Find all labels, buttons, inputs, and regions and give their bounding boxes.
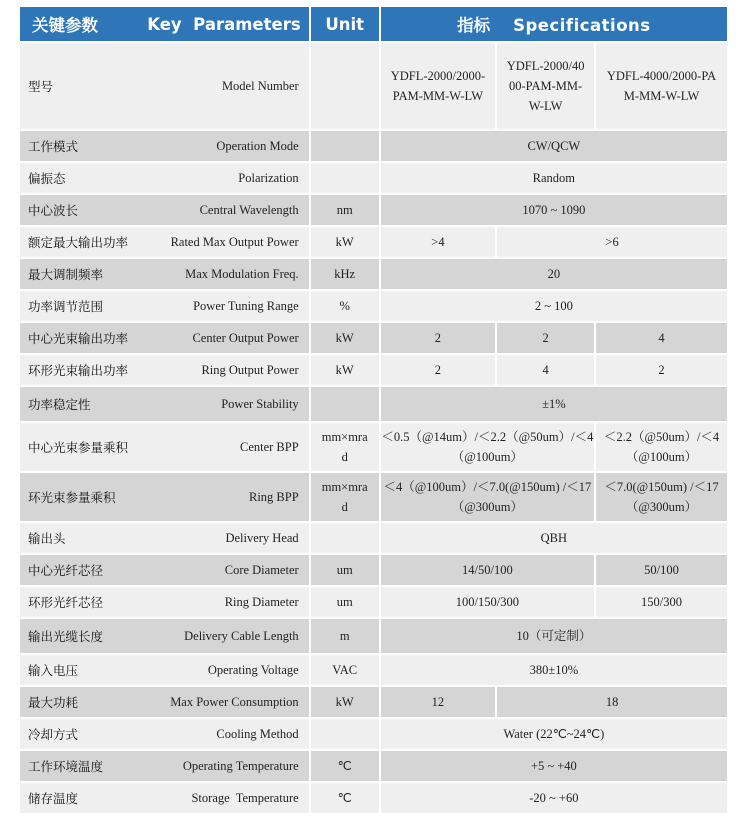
spec-value-cell: 380±10%: [381, 655, 727, 685]
param-name-en: Max Power Consumption: [170, 694, 299, 709]
spec-value-cell: 20: [381, 259, 727, 289]
param-name-en: Storage Temperature: [191, 790, 299, 805]
spec-value-cell: ±1%: [381, 387, 727, 421]
param-cell: [20, 259, 309, 289]
table-row: [20, 291, 727, 321]
param-cell: [20, 473, 309, 521]
unit-cell: kW: [311, 227, 379, 257]
header-spec-zh: 指标: [457, 16, 491, 35]
table-header-row: [20, 7, 727, 41]
spec-value-cell: >4: [381, 227, 495, 257]
unit-cell: mm×mrad: [311, 423, 379, 471]
param-name-zh: 额定最大输出功率: [28, 235, 129, 250]
spec-value-cell: QBH: [381, 523, 727, 553]
param-name-zh: 环形光纤芯径: [28, 595, 104, 610]
param-cell: [20, 423, 309, 471]
spec-value-cell: 14/50/100: [381, 555, 594, 585]
param-name-en: Model Number: [221, 78, 299, 93]
spec-value-cell: 12: [381, 687, 495, 717]
param-name-zh: 中心光束输出功率: [28, 331, 129, 346]
param-cell: [20, 719, 309, 749]
spec-value-cell: Water (22℃~24℃): [381, 719, 727, 749]
param-cell: [20, 291, 309, 321]
unit-cell: nm: [311, 195, 379, 225]
spec-value-cell: 2: [596, 355, 727, 385]
unit-cell: kW: [311, 355, 379, 385]
param-name-en: Max Modulation Freq.: [185, 266, 299, 281]
spec-value-cell: ＜4（@100um）/＜7.0(@150um) /＜17（@300um）: [381, 473, 594, 521]
table-row: [20, 587, 727, 617]
spec-value-cell: ＜2.2（@50um）/＜4（@100um）: [596, 423, 727, 471]
param-name-en: Rated Max Output Power: [170, 234, 299, 249]
param-name-zh: 功率调节范围: [28, 299, 104, 314]
param-cell: [20, 655, 309, 685]
param-name-en: Ring Diameter: [224, 594, 299, 609]
param-name-zh: 最大功耗: [28, 695, 79, 710]
unit-cell: mm×mrad: [311, 473, 379, 521]
table-row: [20, 259, 727, 289]
param-name-zh: 偏振态: [28, 171, 66, 186]
table-row: [20, 227, 727, 257]
param-cell: [20, 387, 309, 421]
unit-cell: VAC: [311, 655, 379, 685]
param-name-en: Operation Mode: [216, 138, 299, 153]
spec-value-cell: YDFL-4000/2000-PAM-MM-W-LW: [596, 43, 727, 129]
unit-cell: m: [311, 619, 379, 653]
param-name-zh: 工作模式: [28, 139, 79, 154]
table-row: [20, 387, 727, 421]
param-name-en: Center Output Power: [192, 330, 299, 345]
spec-value-cell: Random: [381, 163, 727, 193]
spec-value-cell: 1070 ~ 1090: [381, 195, 727, 225]
spec-value-cell: 50/100: [596, 555, 727, 585]
unit-cell: kW: [311, 323, 379, 353]
table-row: [20, 163, 727, 193]
param-name-en: Delivery Head: [225, 530, 299, 545]
table-row: [20, 355, 727, 385]
parameters-table: [18, 5, 729, 815]
spec-value-cell: 150/300: [596, 587, 727, 617]
param-name-en: Operating Voltage: [207, 662, 299, 677]
unit-cell: [311, 163, 379, 193]
param-cell: [20, 323, 309, 353]
table-row: [20, 555, 727, 585]
table-row: [20, 719, 727, 749]
table-body: [20, 43, 727, 813]
table-row: [20, 43, 727, 129]
param-cell: [20, 687, 309, 717]
param-cell: [20, 783, 309, 813]
unit-cell: [311, 131, 379, 161]
param-name-en: Ring Output Power: [201, 362, 299, 377]
param-name-zh: 中心光纤芯径: [28, 563, 104, 578]
spec-value-cell: 4: [596, 323, 727, 353]
param-cell: [20, 619, 309, 653]
param-name-en: Polarization: [238, 170, 299, 185]
param-name-en: Operating Temperature: [182, 758, 299, 773]
param-cell: [20, 131, 309, 161]
param-cell: [20, 523, 309, 553]
param-name-zh: 冷却方式: [28, 727, 79, 742]
param-name-zh: 环形光束输出功率: [28, 363, 129, 378]
param-cell: [20, 43, 309, 129]
header-unit: Unit: [311, 7, 379, 41]
param-name-en: Core Diameter: [224, 562, 299, 577]
param-cell: [20, 227, 309, 257]
unit-cell: ℃: [311, 783, 379, 813]
unit-cell: um: [311, 587, 379, 617]
param-name-en: Ring BPP: [248, 489, 299, 504]
table-row: [20, 783, 727, 813]
spec-value-cell: +5 ~ +40: [381, 751, 727, 781]
param-name-en: Center BPP: [239, 439, 299, 454]
unit-cell: %: [311, 291, 379, 321]
spec-value-cell: ＜7.0(@150um) /＜17（@300um）: [596, 473, 727, 521]
table-row: [20, 687, 727, 717]
header-specifications: [381, 7, 727, 41]
unit-cell: kHz: [311, 259, 379, 289]
param-cell: [20, 195, 309, 225]
param-name-en: Central Wavelength: [199, 202, 299, 217]
param-name-zh: 型号: [28, 79, 54, 94]
spec-value-cell: 2: [381, 355, 495, 385]
spec-value-cell: 4: [497, 355, 594, 385]
param-name-zh: 工作环境温度: [28, 759, 104, 774]
param-name-zh: 储存温度: [28, 791, 79, 806]
spec-value-cell: CW/QCW: [381, 131, 727, 161]
spec-value-cell: -20 ~ +60: [381, 783, 727, 813]
table-row: [20, 423, 727, 471]
param-name-en: Power Tuning Range: [193, 298, 299, 313]
param-name-zh: 环光束参量乘积: [28, 490, 116, 505]
spec-value-cell: >6: [497, 227, 727, 257]
param-name-zh: 输入电压: [28, 663, 79, 678]
header-spec-en: Specifications: [513, 16, 651, 35]
table-row: [20, 751, 727, 781]
spec-value-cell: 18: [497, 687, 727, 717]
param-name-zh: 中心波长: [28, 203, 79, 218]
param-cell: [20, 555, 309, 585]
param-cell: [20, 355, 309, 385]
spec-value-cell: YDFL-2000/2000-PAM-MM-W-LW: [381, 43, 495, 129]
table-row: [20, 323, 727, 353]
unit-cell: [311, 523, 379, 553]
table-row: [20, 523, 727, 553]
unit-cell: ℃: [311, 751, 379, 781]
unit-cell: kW: [311, 687, 379, 717]
param-name-zh: 功率稳定性: [28, 397, 91, 412]
unit-cell: um: [311, 555, 379, 585]
param-cell: [20, 587, 309, 617]
spec-value-cell: 100/150/300: [381, 587, 594, 617]
spec-value-cell: 2: [381, 323, 495, 353]
header-params: [20, 7, 309, 41]
param-name-zh: 输出光缆长度: [28, 629, 104, 644]
unit-cell: [311, 719, 379, 749]
param-name-zh: 输出头: [28, 531, 66, 546]
header-params-zh: 关键参数: [32, 16, 98, 35]
param-cell: [20, 751, 309, 781]
table-row: [20, 195, 727, 225]
param-name-en: Cooling Method: [216, 726, 299, 741]
table-row: [20, 131, 727, 161]
param-name-zh: 中心光束参量乘积: [28, 440, 129, 455]
param-cell: [20, 163, 309, 193]
table-row: [20, 619, 727, 653]
header-params-en: Key Parameters: [147, 14, 301, 34]
unit-cell: [311, 43, 379, 129]
spec-value-cell: ＜0.5（@14um）/＜2.2（@50um）/＜4（@100um）: [381, 423, 594, 471]
spec-value-cell: 2 ~ 100: [381, 291, 727, 321]
spec-value-cell: 2: [497, 323, 594, 353]
table-row: [20, 655, 727, 685]
param-name-en: Delivery Cable Length: [184, 628, 299, 643]
param-name-zh: 最大调制频率: [28, 267, 104, 282]
param-name-en: Power Stability: [221, 396, 299, 411]
table-row: [20, 473, 727, 521]
spec-value-cell: 10（可定制）: [381, 619, 727, 653]
spec-value-cell: YDFL-2000/4000-PAM-MM-W-LW: [497, 43, 594, 129]
spec-sheet: [18, 5, 729, 815]
unit-cell: [311, 387, 379, 421]
